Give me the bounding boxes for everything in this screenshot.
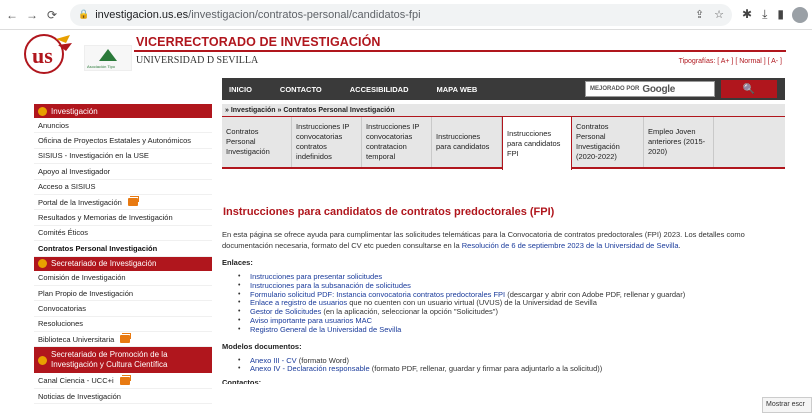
sidebar-item-sisius-use[interactable]: SISIUS - Investigación en la USE [34,149,212,164]
tab-bar [222,117,785,169]
list-item-note: (formato Word) [296,355,350,365]
lock-icon[interactable]: 🔒 [78,9,90,19]
sidebar-item-label: Biblioteca Universitaria [38,334,115,344]
resolution-link[interactable]: Resolución de 6 de septiembre 2023 de la Universidad de Sevilla [461,240,679,250]
sidebar-item-plan-propio[interactable]: Plan Propio de Investigación [34,286,212,301]
list-item-note: (formato PDF, rellenar, guardar y firmar para adjuntarlo a la solicitud)) [369,364,603,374]
contactos-heading: Contactos: [222,378,262,385]
external-link-icon [120,335,130,343]
link-gestor-solicitudes[interactable]: Gestor de Solicitudes [250,307,322,317]
page-title: Instrucciones para candidatos de contratos predoctorales (FPI) [223,206,555,218]
tab-candidatos[interactable]: Instrucciones para candidatos [432,117,502,167]
sidebar-item-comites[interactable]: Comités Éticos [34,226,212,241]
link-aviso-mac[interactable]: Aviso importante para usuarios MAC [250,315,372,325]
browser-toolbar [0,0,812,30]
sidebar-item-canal-ciencia[interactable] [34,373,212,388]
tab-contratos-2020-2022[interactable]: Contratos Personal Investigación (2020-2022) [572,117,644,167]
list-item [238,326,785,335]
breadcrumb[interactable]: » Investigación » Contratos Personal Investigación [222,104,785,117]
section-bullet-icon [38,259,47,268]
profile-avatar-icon[interactable] [792,7,808,23]
partner-logo-icon [84,45,132,71]
external-link-icon [120,377,130,385]
sidebar-item-oficina[interactable]: Oficina de Proyectos Estatales y Autonómicos [34,133,212,148]
tab-contratos-personal[interactable]: Contratos Personal Investigación [222,117,292,167]
google-brand: Google [642,83,675,95]
header-divider [134,50,786,52]
sidebar-item-portal[interactable] [34,195,212,210]
sidebar-section-promocion[interactable] [34,347,212,373]
share-icon[interactable]: ⇪ [694,9,705,21]
list-item [238,365,785,374]
nav-contacto[interactable]: CONTACTO [279,84,322,94]
url-host: investigacion.us.es [95,8,189,21]
tab-ip-temporal[interactable]: Instrucciones IP convocatorias contratacion temporal [362,117,432,167]
intro-paragraph [222,230,787,251]
sidebar-section-label: Secretariado de Promoción de la Investigación y Cultura Científica [51,350,168,370]
sidebar-item-resultados[interactable]: Resultados y Memorias de Investigación [34,210,212,225]
typography-controls[interactable]: Tipografías: [ A+ ] [ Normal ] [ A- ] [678,58,782,65]
url-path: /investigacion/contratos-personal/candidatos-fpi [188,8,421,21]
tab-empleo-joven[interactable]: Empleo Joven anteriores (2015-2020) [644,117,714,167]
partner-logo-text: Asociación Tipo [87,64,116,69]
sidebar-section-label: Investigación [51,106,98,116]
show-screen-popup[interactable]: Mostrar escr [762,397,812,413]
university-name: UNIVERSIDAD D SEVILLA [136,55,259,66]
sidebar-item-biblioteca[interactable] [34,332,212,347]
sidebar [34,104,212,404]
link-registro-usuarios[interactable]: Enlace a registro de usuarios [250,298,348,308]
list-item-note: (en la aplicación, seleccionar la opción "Solicitudes") [321,307,498,317]
sidebar-item-convocatorias[interactable]: Convocatorias [34,301,212,316]
sidebar-section-label: Secretariado de Investigación [51,259,157,269]
search-input[interactable] [585,81,715,97]
sidebar-section-secretariado[interactable] [34,257,212,271]
search-icon: 🔍 [742,83,756,95]
main-content [222,104,785,384]
link-subsanacion[interactable]: Instrucciones para la subsanación de solicitudes [250,280,411,290]
external-link-icon [128,198,138,206]
modelos-heading: Modelos documentos: [222,341,302,351]
sidebar-item-acceso-sisius[interactable]: Acceso a SISIUS [34,180,212,195]
sidebar-item-resoluciones[interactable]: Resoluciones [34,317,212,332]
list-item-note: que no cuenten con un usuario virtual (UVUS) de la Universidad de Sevilla [347,298,597,308]
sidebar-item-apoyo[interactable]: Apoyo al Investigador [34,164,212,179]
url-text [95,9,420,21]
sidebar-item-anuncios[interactable]: Anuncios [34,118,212,133]
modelos-list [222,357,785,375]
reload-icon[interactable]: ⟳ [46,7,58,22]
link-formulario-pdf[interactable]: Formulario solicitud PDF: Instancia convocatoria contratos predoctorales FPI [250,289,506,299]
link-anexo-iii[interactable]: Anexo III - CV [250,355,297,365]
nav-mapa-web[interactable]: MAPA WEB [436,84,478,94]
site-header [0,31,812,77]
sidebar-item-noticias[interactable]: Noticias de Investigación [34,389,212,404]
link-registro-general[interactable]: Registro General de la Universidad de Sevilla [250,324,402,334]
section-bullet-icon [38,107,47,116]
sidebar-item-contratos[interactable]: Contratos Personal Investigación [34,241,212,256]
link-anexo-iv[interactable]: Anexo IV - Declaración responsable [250,364,370,374]
svg-text:us: us [32,43,53,68]
sidepanel-icon[interactable]: ▮ [777,7,784,21]
nav-inicio[interactable]: INICIO [229,84,252,94]
link-presentar-solicitudes[interactable]: Instrucciones para presentar solicitudes [250,272,383,281]
enlaces-list [222,273,785,335]
forward-icon[interactable]: → [26,7,38,22]
sidebar-item-comision[interactable]: Comisión de Investigación [34,271,212,286]
nav-accesibilidad[interactable]: ACCESIBILIDAD [349,84,409,94]
extensions-icon[interactable]: ✱ [742,7,753,21]
sidebar-item-label: Portal de la Investigación [38,197,122,207]
sidebar-section-investigacion[interactable] [34,104,212,118]
list-item-note: (descargar y abrir con Adobe PDF, rellenar y guardar) [505,289,686,299]
address-bar[interactable] [70,4,732,26]
section-bullet-icon [38,356,47,365]
enlaces-heading: Enlaces: [222,258,253,267]
search-placeholder: MEJORADO POR [590,86,640,92]
tab-candidatos-fpi[interactable]: Instrucciones para candidatos FPI [502,116,572,170]
back-icon[interactable]: ← [6,7,18,22]
intro-end: . [678,240,681,250]
search-button[interactable] [721,80,777,98]
download-icon[interactable]: ⤓ [762,7,768,21]
university-logo-icon[interactable] [22,33,74,75]
star-icon[interactable]: ☆ [714,9,725,21]
top-navigation [222,78,785,100]
intro-text: En esta página se ofrece ayuda para cumplimentar las solicitudes telemáticas para la Convocatoria de contratos predoctorales (FPI) 2023. Los detalles como documentación necesaria, formato del CV etc pueden consultarse en la [222,230,745,250]
site-title[interactable]: VICERRECTORADO DE INVESTIGACIÓN [136,35,381,49]
tab-ip-indefinidos[interactable]: Instrucciones IP convocatorias contratos indefinidos [292,117,362,167]
sidebar-item-label: Canal Ciencia - UCC+i [38,376,114,386]
